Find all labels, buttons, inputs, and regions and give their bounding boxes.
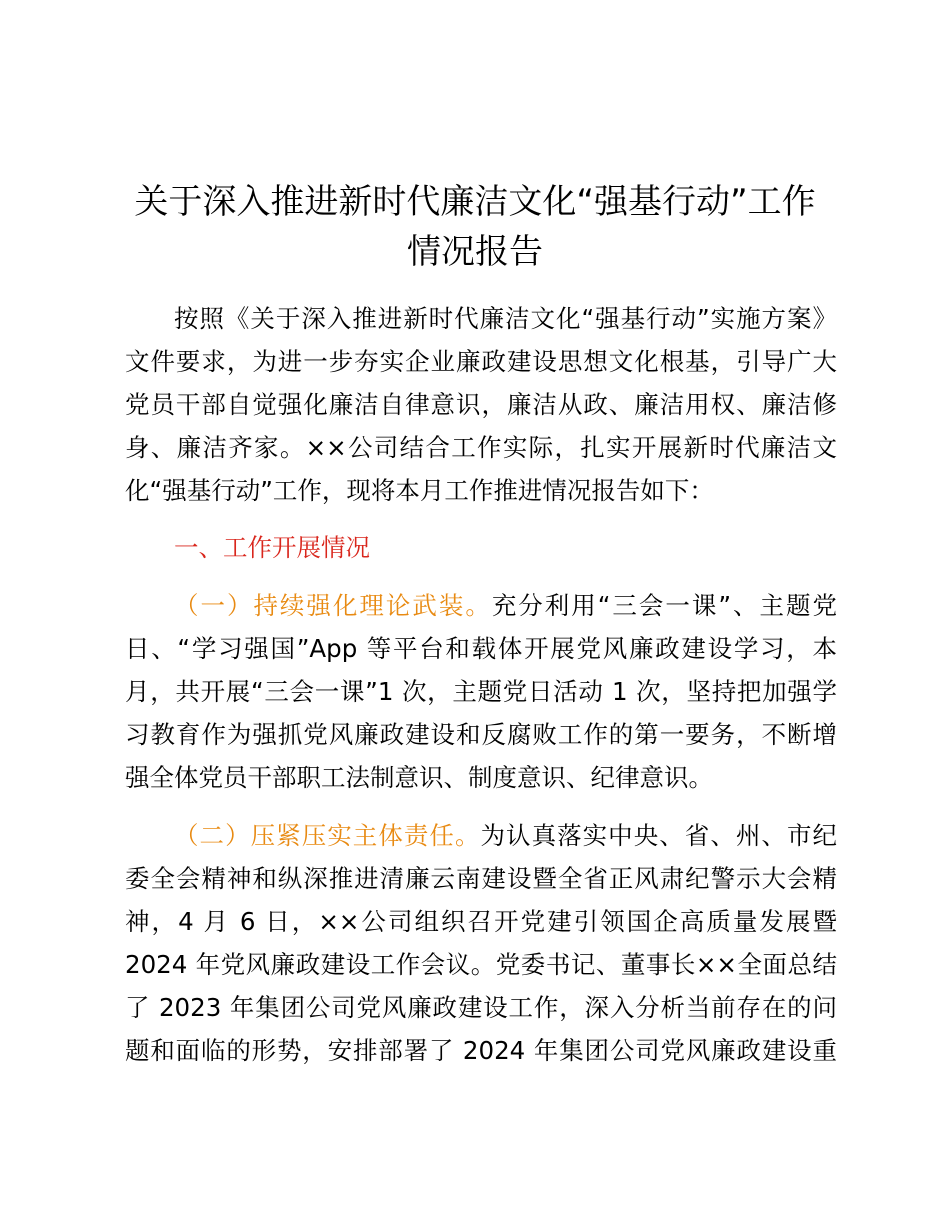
sub2-heading: （二）压紧压实主体责任。 — [174, 821, 481, 850]
sub1-line1 — [174, 591, 837, 621]
intro-line: 文件要求，为进一步夯实企业廉政建设思想文化根基，引导广大 — [125, 347, 837, 376]
intro-line: 身、廉洁齐家。××公司结合工作实际，扎实开展新时代廉洁文 — [125, 433, 837, 462]
sub2-line: 2024 年党风廉政建设工作会议。党委书记、董事长××全面总结 — [125, 950, 837, 979]
document-title-line2: 情况报告 — [407, 232, 543, 272]
sub2-line: 委全会精神和纵深推进清廉云南建设暨全省正风肃纪警示大会精 — [125, 864, 837, 893]
section1-heading: 一、工作开展情况 — [174, 533, 370, 562]
sub2-line: 了 2023 年集团公司党风廉政建设工作，深入分析当前存在的问 — [125, 993, 837, 1022]
sub2-line1-rest: 为认真落实中央、省、州、市纪 — [480, 821, 838, 850]
sub2-line: 题和面临的形势，安排部署了 2024 年集团公司党风廉政建设重 — [125, 1036, 837, 1065]
intro-line: 化“强基行动”工作，现将本月工作推进情况报告如下： — [125, 476, 714, 505]
document-title-line1: 关于深入推进新时代廉洁文化“强基行动”工作 — [134, 182, 816, 222]
sub2-line1 — [174, 821, 837, 851]
sub1-line: 日、“学习强国”App 等平台和载体开展党风廉政建设学习，本 — [125, 634, 837, 663]
sub1-heading: （一）持续强化理论武装。 — [174, 591, 492, 620]
sub1-line: 习教育作为强抓党风廉政建设和反腐败工作的第一要务，不断增 — [125, 720, 837, 749]
sub1-line: 月，共开展“三会一课”1 次，主题党日活动 1 次，坚持把加强学 — [125, 677, 837, 706]
intro-line: 党员干部自觉强化廉洁自律意识，廉洁从政、廉洁用权、廉洁修 — [125, 390, 837, 419]
sub1-line: 强全体党员干部职工法制意识、制度意识、纪律意识。 — [125, 763, 713, 792]
sub1-line1-rest: 充分利用“三会一课”、主题党 — [491, 591, 837, 620]
intro-line: 按照《关于深入推进新时代廉洁文化“强基行动”实施方案》 — [174, 304, 837, 333]
sub2-line: 神，4 月 6 日，××公司组织召开党建引领国企高质量发展暨 — [125, 907, 837, 936]
